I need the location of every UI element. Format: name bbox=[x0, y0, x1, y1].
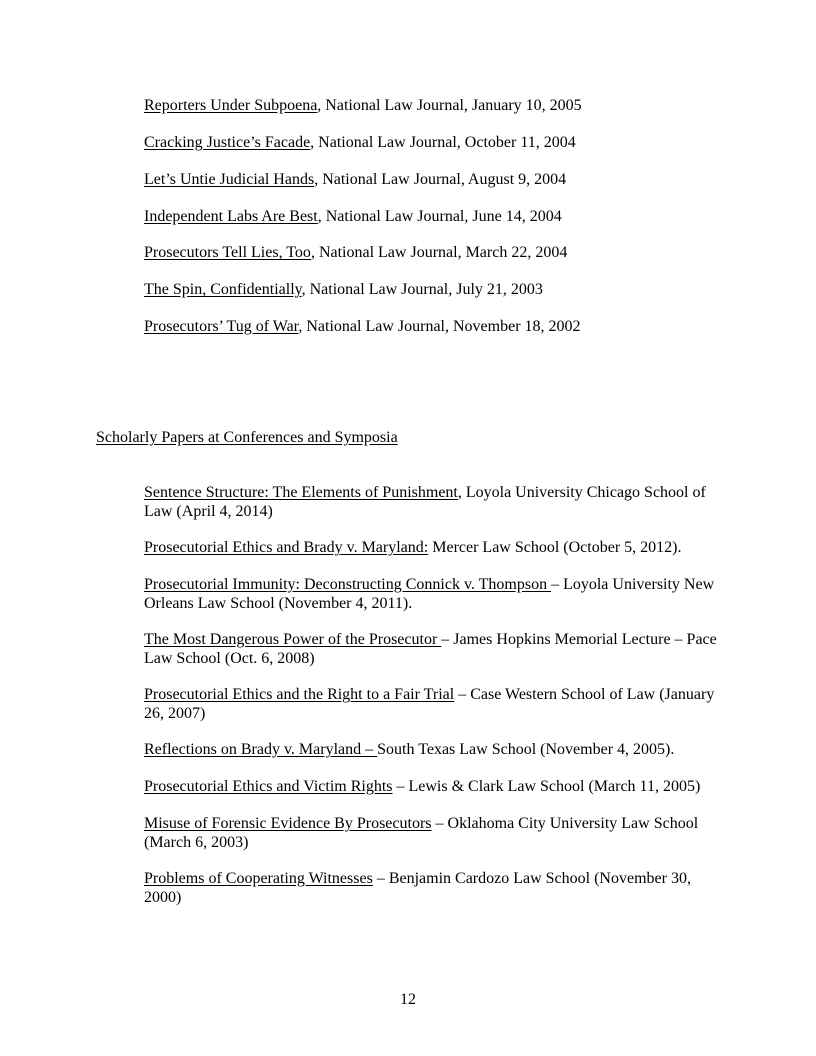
article-citation: , National Law Journal, June 14, 2004 bbox=[317, 208, 562, 225]
article-citation: , National Law Journal, January 10, 2005 bbox=[317, 97, 582, 114]
paper-entry bbox=[144, 575, 724, 613]
paper-entry bbox=[144, 483, 724, 521]
paper-title: Prosecutorial Ethics and the Right to a Fair Trial bbox=[144, 686, 455, 703]
article-title: Reporters Under Subpoena bbox=[144, 97, 318, 114]
paper-title: Reflections on Brady v. Maryland – bbox=[144, 741, 378, 758]
paper-title: Prosecutorial Immunity: Deconstructing Connick v. Thompson bbox=[144, 576, 552, 593]
paper-entry bbox=[144, 685, 724, 723]
paper-title: Misuse of Forensic Evidence By Prosecutors bbox=[144, 815, 432, 832]
article-title: Let’s Untie Judicial Hands bbox=[144, 171, 315, 188]
paper-entry bbox=[144, 777, 724, 796]
article-citation: , National Law Journal, November 18, 2002 bbox=[298, 318, 581, 335]
paper-entry bbox=[144, 869, 724, 907]
paper-venue: – Oklahoma City University Law School (March 6, 2003) bbox=[144, 815, 699, 851]
paper-venue: – Case Western School of Law (January 26, 2007) bbox=[144, 686, 715, 722]
article-citation: , National Law Journal, October 11, 2004 bbox=[310, 134, 576, 151]
article-entry bbox=[144, 207, 724, 226]
article-title: Prosecutors Tell Lies, Too bbox=[144, 244, 311, 261]
paper-title: Sentence Structure: The Elements of Punishment bbox=[144, 484, 458, 501]
paper-venue: – Benjamin Cardozo Law School (November 30, 2000) bbox=[144, 870, 691, 906]
article-citation: , National Law Journal, July 21, 2003 bbox=[301, 281, 543, 298]
article-entry bbox=[144, 133, 724, 152]
paper-entry bbox=[144, 538, 724, 557]
paper-venue: , Loyola University Chicago School of Law (April 4, 2014) bbox=[144, 484, 706, 520]
paper-venue: – Loyola University New Orleans Law School (November 4, 2011). bbox=[144, 576, 715, 612]
article-entry bbox=[144, 170, 724, 189]
article-citation: , National Law Journal, March 22, 2004 bbox=[310, 244, 568, 261]
paper-title: Problems of Cooperating Witnesses bbox=[144, 870, 373, 887]
page-number: 12 bbox=[400, 991, 416, 1008]
paper-entry bbox=[144, 740, 724, 759]
article-entry bbox=[144, 96, 724, 115]
paper-entry bbox=[144, 630, 724, 668]
article-citation: , National Law Journal, August 9, 2004 bbox=[314, 171, 567, 188]
paper-venue: – James Hopkins Memorial Lecture – Pace Law School (Oct. 6, 2008) bbox=[144, 631, 717, 667]
paper-venue: South Texas Law School (November 4, 2005). bbox=[377, 741, 675, 758]
paper-entry bbox=[144, 814, 724, 852]
paper-title: Prosecutorial Ethics and Brady v. Maryland: bbox=[144, 539, 429, 556]
article-entry bbox=[144, 317, 724, 336]
section-heading: Scholarly Papers at Conferences and Symposia bbox=[96, 429, 398, 446]
paper-venue: – Lewis & Clark Law School (March 11, 2005) bbox=[392, 778, 701, 795]
article-entry bbox=[144, 280, 724, 299]
article-title: Prosecutors’ Tug of War bbox=[144, 318, 299, 335]
article-entry bbox=[144, 243, 724, 262]
article-title: Cracking Justice’s Facade bbox=[144, 134, 311, 151]
paper-title: The Most Dangerous Power of the Prosecutor bbox=[144, 631, 442, 648]
article-title: Independent Labs Are Best bbox=[144, 208, 318, 225]
paper-venue: Mercer Law School (October 5, 2012). bbox=[428, 539, 682, 556]
paper-title: Prosecutorial Ethics and Victim Rights bbox=[144, 778, 393, 795]
article-title: The Spin, Confidentially bbox=[144, 281, 302, 298]
